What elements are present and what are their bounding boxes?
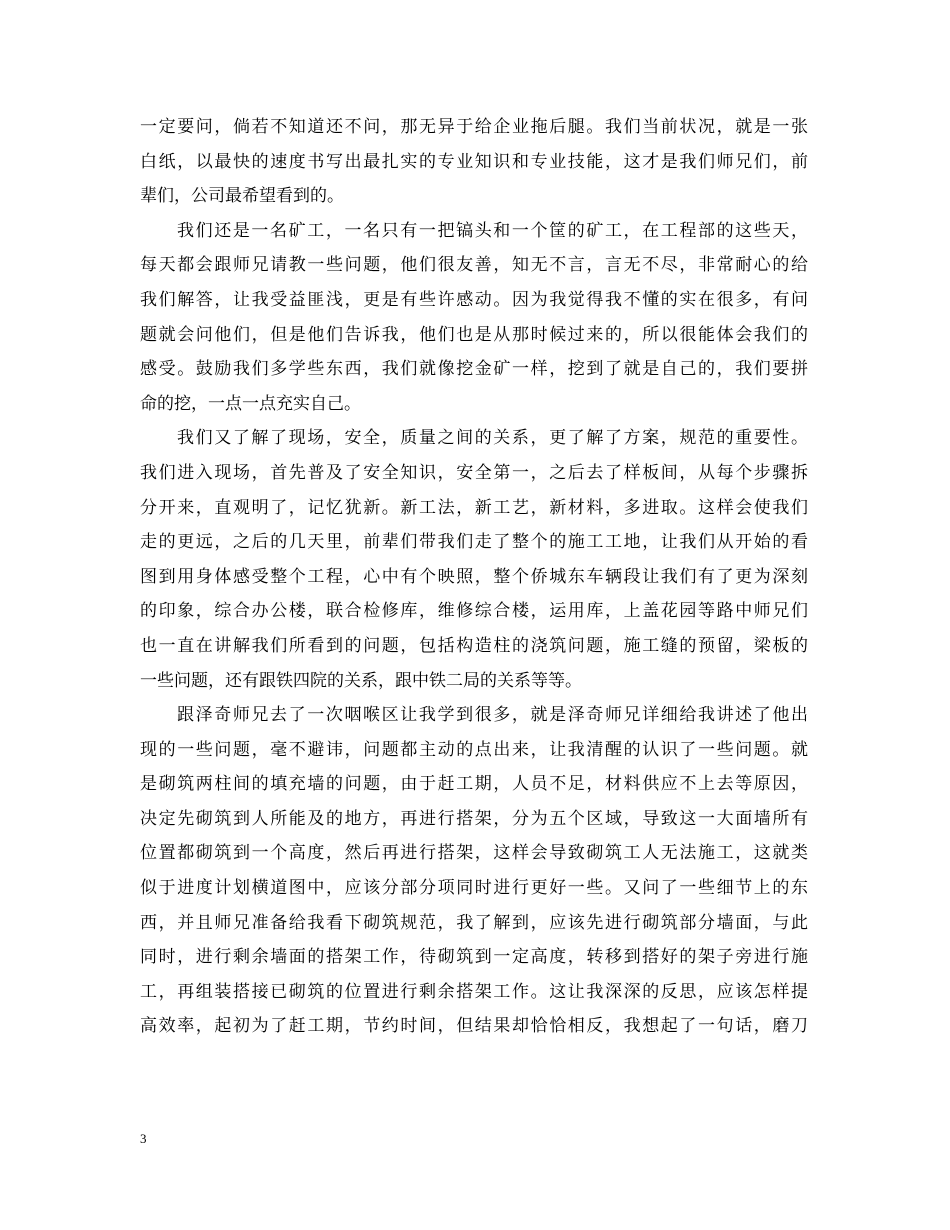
text-line: 图到用身体感受整个工程，心中有个映照，整个侨城东车辆段让我们有了更为深刻	[140, 566, 808, 587]
text-line: 每天都会跟师兄请教一些问题，他们很友善，知无不言，言无不尽，非常耐心的给	[140, 255, 808, 276]
body-text	[140, 112, 808, 1046]
text-line: 是砌筑两柱间的填充墙的问题，由于赶工期，人员不足，材料供应不上去等原因，	[140, 774, 808, 795]
text-line: 我们又了解了现场，安全，质量之间的关系，更了解了方案，规范的重要性。	[177, 428, 808, 449]
text-line: 的印象，综合办公楼，联合检修库，维修综合楼，运用库，上盖花园等路中师兄们	[140, 601, 808, 622]
text-line: 白纸，以最快的速度书写出最扎实的专业知识和专业技能，这才是我们师兄们，前	[140, 151, 808, 172]
text-line: 辈们，公司最希望看到的。	[140, 186, 344, 207]
text-line: 走的更远，之后的几天里，前辈们带我们走了整个的施工工地，让我们从开始的看	[140, 532, 808, 553]
text-line: 同时，进行剩余墙面的搭架工作，待砌筑到一定高度，转移到搭好的架子旁进行施	[140, 947, 808, 968]
text-line: 分开来，直观明了，记忆犹新。新工法，新工艺，新材料，多进取。这样会使我们	[140, 497, 808, 518]
text-line: 决定先砌筑到人所能及的地方，再进行搭架，分为五个区域，导致这一大面墙所有	[140, 808, 808, 829]
text-line: 一定要问，倘若不知道还不问，那无异于给企业拖后腿。我们当前状况，就是一张	[140, 117, 808, 137]
text-line: 我们进入现场，首先普及了安全知识，安全第一，之后去了样板间，从每个步骤拆	[140, 462, 808, 483]
text-line: 高效率，起初为了赶工期，节约时间，但结果却恰恰相反，我想起了一句话，磨刀	[140, 1016, 808, 1037]
text-line: 题就会问他们，但是他们告诉我，他们也是从那时候过来的，所以很能体会我们的	[140, 324, 808, 345]
text-line: 一些问题，还有跟铁四院的关系，跟中铁二局的关系等等。	[140, 670, 582, 691]
text-line: 工，再组装搭接已砌筑的位置进行剩余搭架工作。这让我深深的反思，应该怎样提	[140, 981, 808, 1002]
text-line: 位置都砌筑到一个高度，然后再进行搭架，这样会导致砌筑工人无法施工，这就类	[140, 843, 808, 864]
text-line: 也一直在讲解我们所看到的问题，包括构造柱的浇筑问题，施工缝的预留，梁板的	[140, 635, 808, 656]
text-line: 似于进度计划横道图中，应该分部分项同时进行更好一些。又问了一些细节上的东	[140, 878, 808, 899]
text-line: 我们解答，让我受益匪浅，更是有些许感动。因为我觉得我不懂的实在很多，有问	[140, 289, 808, 310]
text-line: 现的一些问题，毫不避讳，问题都主动的点出来，让我清醒的认识了一些问题。就	[140, 739, 808, 760]
text-line: 我们还是一名矿工，一名只有一把镐头和一个筐的矿工，在工程部的这些天，	[177, 220, 808, 241]
text-line: 命的挖，一点一点充实自己。	[140, 393, 361, 414]
text-line: 西，并且师兄准备给我看下砌筑规范，我了解到，应该先进行砌筑部分墙面，与此	[140, 912, 808, 933]
text-line: 感受。鼓励我们多学些东西，我们就像挖金矿一样，挖到了就是自己的，我们要拼	[140, 359, 808, 380]
text-line: 跟泽奇师兄去了一次咽喉区让我学到很多，就是泽奇师兄详细给我讲述了他出	[177, 705, 808, 726]
page-number: 3	[140, 1131, 147, 1146]
